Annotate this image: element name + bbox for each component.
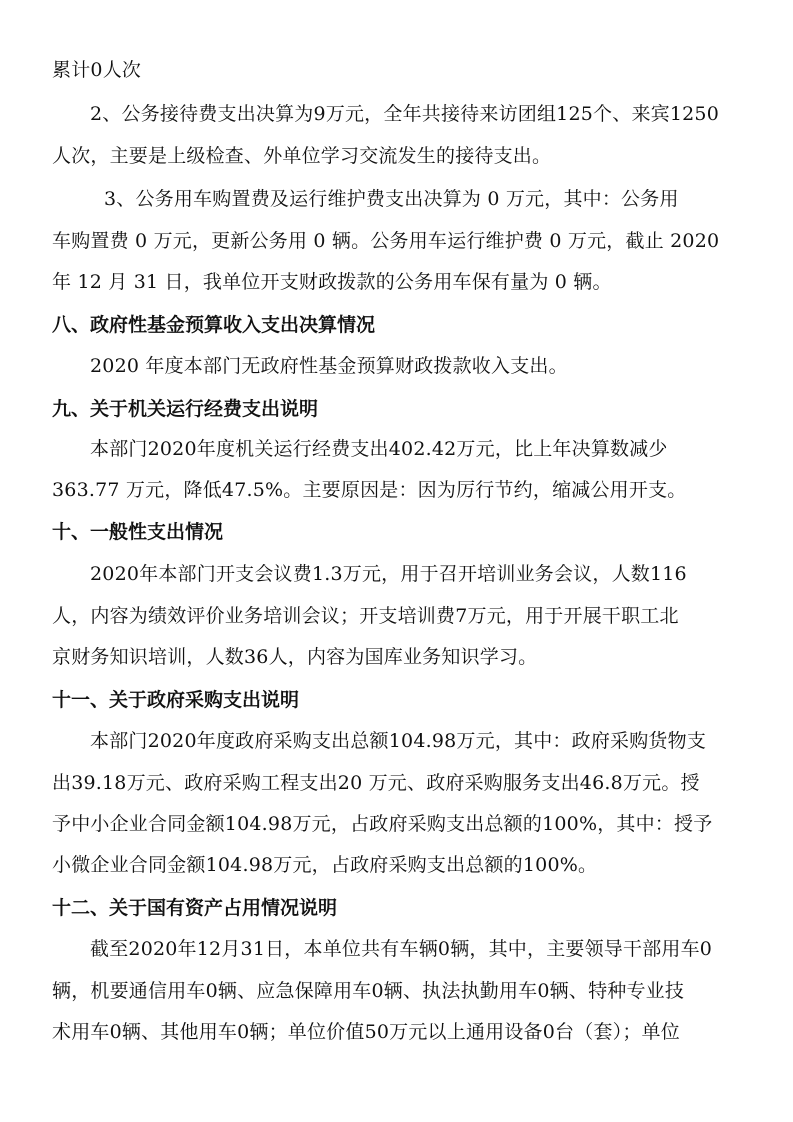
general-expense-line-1: 2020年本部门开支会议费1.3万元，用于召开培训业务会议，人数116: [90, 563, 687, 585]
paragraph-continuation: 累计0人次: [52, 59, 142, 81]
assets-line-2: 辆，机要通信用车0辆、应急保障用车0辆、执法执勤用车0辆、特种专业技: [52, 980, 685, 1002]
procurement-line-1: 本部门2020年度政府采购支出总额104.98万元，其中：政府采购货物支: [90, 730, 707, 752]
general-expense-line-2: 人，内容为绩效评价业务培训会议；开支培训费7万元，用于开展干职工北: [52, 605, 679, 627]
section-heading-12: 十二、关于国有资产占用情况说明: [52, 897, 338, 919]
assets-line-3: 术用车0辆、其他用车0辆；单位价值50万元以上通用设备0台（套）；单位: [52, 1021, 680, 1043]
procurement-line-2: 出39.18万元、政府采购工程支出20 万元、政府采购服务支出46.8万元。授: [52, 772, 700, 794]
procurement-line-3: 予中小企业合同金额104.98万元，占政府采购支出总额的100%，其中：授予: [52, 813, 713, 835]
general-expense-line-3: 京财务知识培训，人数36人，内容为国库业务知识学习。: [52, 646, 538, 668]
section-heading-8: 八、政府性基金预算收入支出决算情况: [52, 314, 376, 336]
fund-budget-line-1: 2020 年度本部门无政府性基金预算财政拨款收入支出。: [90, 355, 568, 377]
section-heading-10: 十、一般性支出情况: [52, 521, 224, 543]
vehicle-expense-line-1: 3、公务用车购置费及运行维护费支出决算为 0 万元，其中：公务用: [104, 188, 679, 210]
assets-line-1: 截至2020年12月31日，本单位共有车辆0辆，其中，主要领导干部用车0: [90, 938, 713, 960]
operating-expense-line-1: 本部门2020年度机关运行经费支出402.42万元，比上年决算数减少: [90, 438, 668, 460]
reception-expense-line-2: 人次，主要是上级检查、外单位学习交流发生的接待支出。: [52, 145, 552, 167]
section-heading-9: 九、关于机关运行经费支出说明: [52, 398, 319, 420]
section-heading-11: 十一、关于政府采购支出说明: [52, 689, 300, 711]
procurement-line-4: 小微企业合同金额104.98万元，占政府采购支出总额的100%。: [52, 854, 598, 876]
vehicle-expense-line-3: 年 12 月 31 日，我单位开支财政拨款的公务用车保有量为 0 辆。: [52, 271, 612, 293]
vehicle-expense-line-2: 车购置费 0 万元，更新公务用 0 辆。公务用车运行维护费 0 万元，截止 2020: [52, 230, 720, 252]
operating-expense-line-2: 363.77 万元，降低47.5%。主要原因是：因为厉行节约，缩减公用开支。: [52, 479, 687, 501]
reception-expense-line-1: 2、公务接待费支出决算为9万元，全年共接待来访团组125个、来宾1250: [90, 103, 719, 125]
